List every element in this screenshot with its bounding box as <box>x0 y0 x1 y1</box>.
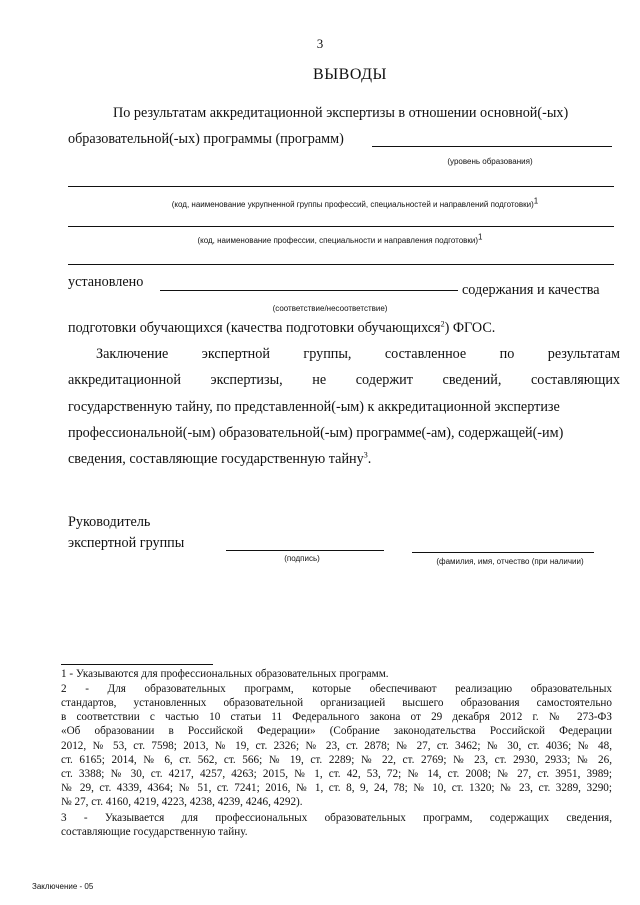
footnote-3-line-2: составляющие государственную тайну. <box>61 826 248 838</box>
footnote-2-line-6: ст. 6165; 2014, № 6, ст. 562, ст. 566; № 19, ст. 2289; № 22, ст. 2769; № 23, ст. 2930, 2933; № 26, <box>61 754 612 766</box>
footnote-2-line-5: 2012, № 53, ст. 7598; 2013, № 19, ст. 2326; № 23, ст. 2878; № 27, ст. 3462; № 30, ст. 4036; № 48, <box>61 740 612 752</box>
conclusion-line-4: профессиональной(-ым) образовательной(-ым) программе(-ам), содержащей(-им) <box>68 425 564 441</box>
page-title: ВЫВОДЫ <box>313 66 387 83</box>
form-code: Заключение - 05 <box>32 882 94 891</box>
footnote-3-line-1: 3 - Указывается для профессиональных образовательных программ, содержащих сведения, <box>61 812 612 824</box>
page-number: 3 <box>316 36 324 51</box>
footnote-2-line-7: ст. 3388; № 30, ст. 4217, 4257, 4263; 2015, № 1, ст. 42, 53, 72; № 14, ст. 2008; № 27, ст. 3951, 3989; <box>61 768 612 780</box>
enlarged-group-blank-line[interactable] <box>68 186 614 187</box>
established-tail: содержания и качества <box>462 282 600 298</box>
extra-blank-line[interactable] <box>68 264 614 265</box>
conclusion-line-3: государственную тайну, по представленной(-ым) к аккредитационной экспертизе <box>68 399 560 415</box>
footnote-separator <box>61 664 213 665</box>
footnote-2-line-2: стандартов, установленных образовательной организацией высшего образования самостоятельно <box>61 697 612 709</box>
caption-profession: (код, наименование профессии, специальности и направления подготовки)$^1$ <box>197 232 483 245</box>
head-label-line-1: Руководитель <box>68 514 151 530</box>
caption-compliance: (соответствие/несоответствие) <box>272 304 388 313</box>
intro-line-1: По результатам аккредитационной экспертизы в отношении основной(-ых) <box>113 105 569 121</box>
caption-full-name: (фамилия, имя, отчество (при наличии) <box>436 557 584 566</box>
footnote-2-line-4: «Об образовании в Российской Федерации» (Собрание законодательства Российской Федерации <box>61 725 612 737</box>
footnote-2-line-9: № 27, ст. 4160, 4219, 4223, 4238, 4239, 4246, 4292). <box>61 796 303 808</box>
signature-line[interactable] <box>226 550 384 551</box>
caption-enlarged-group: (код, наименование укрупненной группы профессий, специальностей и направлений подготовки)$^1$ <box>171 196 539 209</box>
conclusion-line-1: Заключение экспертной группы, составленное по результатам <box>96 346 621 362</box>
program-blank-line[interactable] <box>372 146 612 147</box>
established-label: установлено <box>68 274 144 290</box>
head-label-line-2: экспертной группы <box>68 535 185 551</box>
footnote-2-line-3: в соответствии с частью 10 статьи 11 Федерального закона от 29 декабря 2012 г. № 273-ФЗ <box>61 711 612 723</box>
footnote-2-line-8: № 29, ст. 4339, 4364; № 51, ст. 7241; 2016, № 1, ст. 8, 9, 24, 78; № 10, ст. 1320; № 23, ст. 3289, 3290; <box>61 782 612 794</box>
caption-signature: (подпись) <box>284 554 320 563</box>
caption-education-level: (уровень образования) <box>447 157 533 166</box>
intro-line-2: образовательной(-ых) программы (программ) <box>68 131 344 147</box>
conclusion-line-2: аккредитационной экспертизы, не содержит сведений, составляющих <box>68 372 621 388</box>
established-line-2: подготовки обучающихся (качества подготовки обучающихся$^2$) ФГОС. <box>68 319 496 336</box>
footnote-2-line-1: 2 - Для образовательных программ, которые обеспечивают реализацию образовательных <box>61 683 612 695</box>
profession-blank-line[interactable] <box>68 226 614 227</box>
footnote-1: 1 - Указываются для профессиональных образовательных программ. <box>61 668 389 680</box>
compliance-blank-line[interactable] <box>160 290 458 291</box>
full-name-line[interactable] <box>412 552 594 553</box>
conclusion-line-5: сведения, составляющие государственную тайну$^3$. <box>68 450 372 467</box>
